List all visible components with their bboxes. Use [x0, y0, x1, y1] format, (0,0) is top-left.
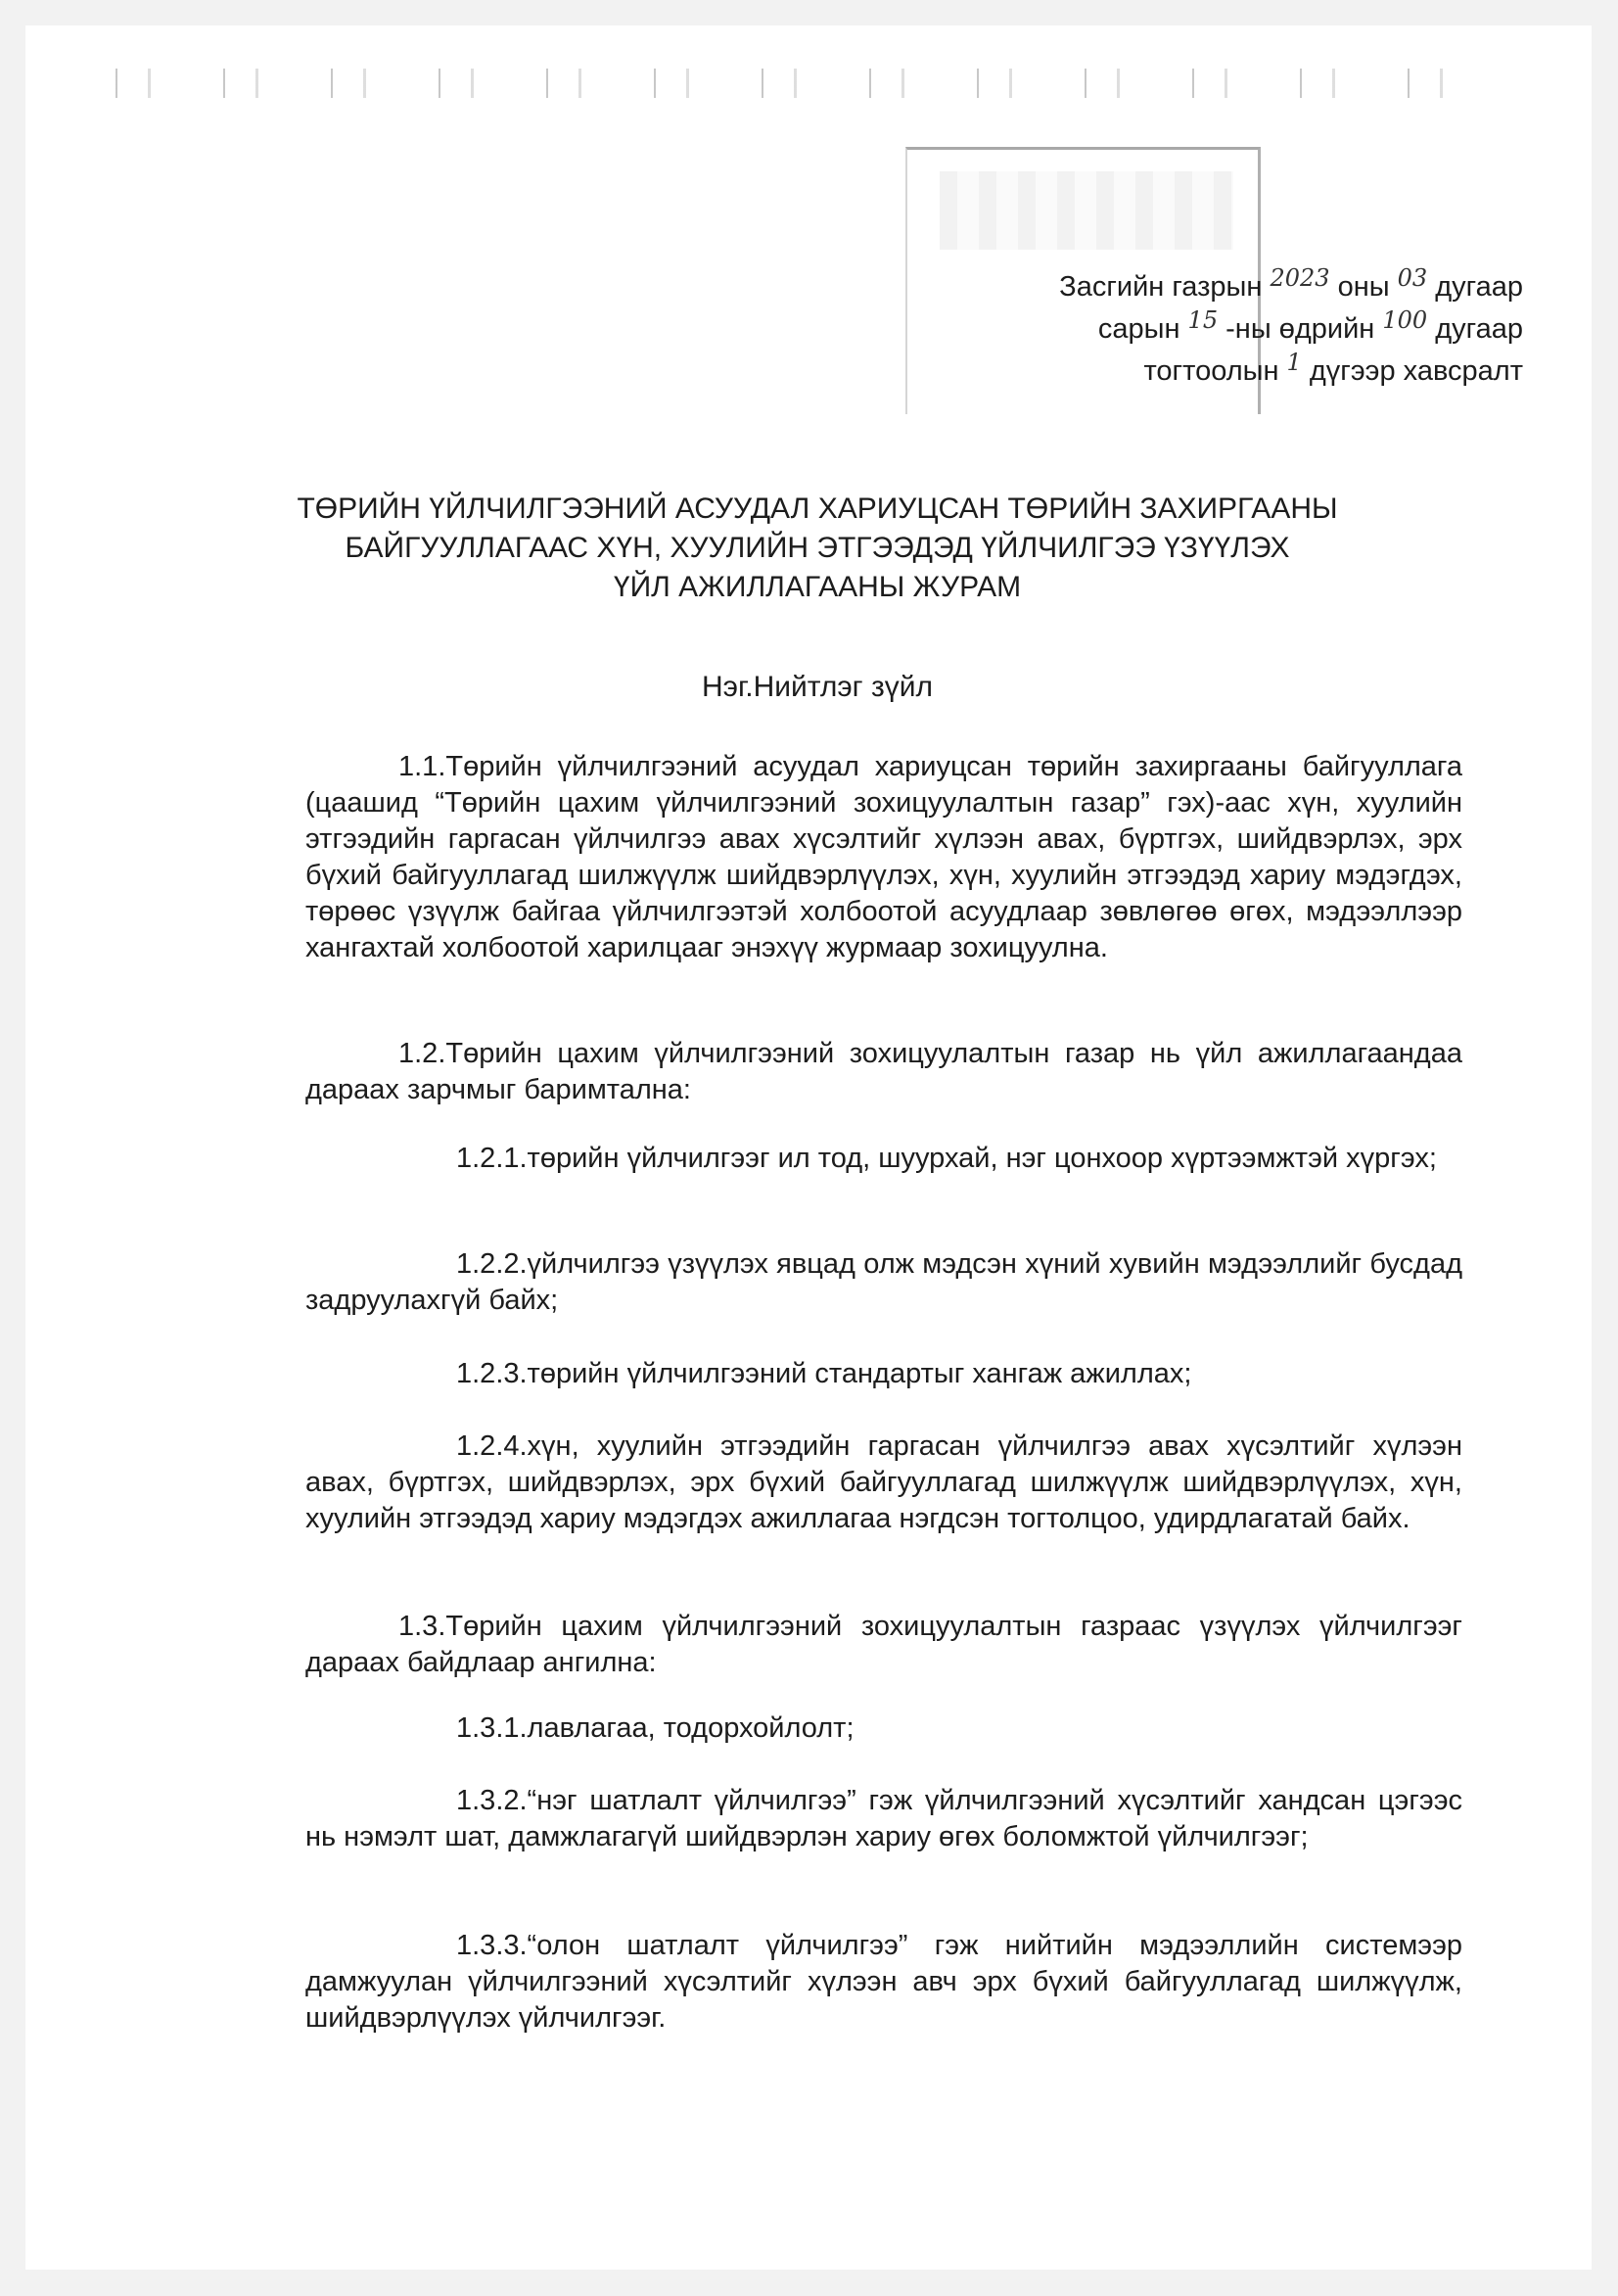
- handwritten-year: 2023: [1270, 264, 1330, 292]
- annex-line-3: [1059, 351, 1523, 393]
- annex-text: дугаар: [1427, 313, 1523, 345]
- document-title: [196, 490, 1439, 607]
- title-line-3: ҮЙЛ АЖИЛЛАГААНЫ ЖУРАМ: [613, 571, 1022, 603]
- section-heading: Нэг.Нийтлэг зүйл: [702, 671, 933, 703]
- annex-reference: [1059, 266, 1523, 393]
- paragraph-1-2-4: 1.2.4.хүн, хуулийн этгээдийн гаргасан үйлчилгээ авах хүсэлтийг хүлээн авах, бүртгэх, шийдвэрлэх, эрх бүхий байгууллагад шилжүүлж шийдвэрлүүлэх, хүн, хуулийн этгээдэд хариу мэдэгдэх ажиллагаа нэгдсэн тогтолцоо, удирдлагатай байх.: [305, 1430, 1462, 1534]
- annex-text: дугаар: [1427, 271, 1523, 303]
- paragraph-1-2-2: 1.2.2.үйлчилгээ үзүүлэх явцад олж мэдсэн хүний хувийн мэдээллийг бусдад задруулахгүй байх;: [305, 1248, 1462, 1316]
- annex-text: дүгээр хавсралт: [1301, 355, 1523, 387]
- paragraph-1-3-1: 1.3.1.лавлагаа, тодорхойлолт;: [456, 1712, 855, 1744]
- paragraph-1-2: 1.2.Төрийн цахим үйлчилгээний зохицуулалтын газар нь үйл ажиллагаандаа дараах зарчмыг баримтална:: [305, 1038, 1462, 1105]
- annex-text: Засгийн газрын: [1059, 271, 1271, 303]
- title-line-2: БАЙГУУЛЛАГААС ХҮН, ХУУЛИЙН ЭТГЭЭДЭД ҮЙЛЧИЛГЭЭ ҮЗҮҮЛЭХ: [345, 532, 1290, 564]
- annex-line-2: [1059, 308, 1523, 351]
- annex-line-1: [1059, 266, 1523, 308]
- annex-text: сарын: [1097, 313, 1188, 345]
- paragraph-1-3-3: 1.3.3.“олон шатлалт үйлчилгээ” гэж нийтийн мэдээллийн системээр дамжуулан үйлчилгээний хүсэлтийг хүлээн авч эрх бүхий байгууллагад шилжүүлж, шийдвэрлүүлэх үйлчилгээг.: [305, 1930, 1462, 2034]
- scan-artifact-strip: [78, 69, 1488, 98]
- paragraph-1-1: 1.1.Төрийн үйлчилгээний асуудал хариуцсан төрийн захиргааны байгууллага (цаашид “Төрийн цахим үйлчилгээний зохицуулалтын газар” гэх)-аас хүн, хуулийн этгээдийн гаргасан үйлчилгээ авах хүсэлтийг хүлээн авах, бүртгэх, шийдвэрлэх, эрх бүхий байгууллагад шилжүүлж шийдвэрлүүлэх, хүн, хуулийн этгээдэд хариу мэдэгдэх, төрөөс үзүүлж байгаа үйлчилгээтэй холбоотой асуудлаар зөвлөгөө өгөх, мэдээллээр хангахтай холбоотой харилцааг энэхүү журмаар зохицуулна.: [305, 751, 1462, 963]
- handwritten-month: 03: [1397, 264, 1428, 292]
- annex-text: -ны өдрийн: [1218, 313, 1383, 345]
- handwritten-resolution-number: 100: [1382, 306, 1428, 334]
- annex-text: тогтоолын: [1143, 355, 1287, 387]
- handwritten-annex-number: 1: [1286, 349, 1302, 376]
- paragraph-1-3-2: 1.3.2.“нэг шатлалт үйлчилгээ” гэж үйлчилгээний хүсэлтийг хандсан цэгээс нь нэмэлт шат, дамжлагагүй шийдвэрлэн хариу өгөх боломжтой үйлчилгээг;: [305, 1785, 1462, 1852]
- paragraph-1-2-3: 1.2.3.төрийн үйлчилгээний стандартыг хангаж ажиллах;: [456, 1358, 1192, 1389]
- annex-text: оны: [1329, 271, 1398, 303]
- title-line-1: ТӨРИЙН ҮЙЛЧИЛГЭЭНИЙ АСУУДАЛ ХАРИУЦСАН ТӨРИЙН ЗАХИРГААНЫ: [297, 492, 1338, 525]
- paragraph-1-3: 1.3.Төрийн цахим үйлчилгээний зохицуулалтын газраас үзүүлэх үйлчилгээг дараах байдлаар ангилна:: [305, 1611, 1462, 1678]
- faded-stamp: [940, 171, 1233, 250]
- paragraph-1-2-1: 1.2.1.төрийн үйлчилгээг ил тод, шуурхай, нэг цонхоор хүртээмжтэй хүргэх;: [456, 1143, 1437, 1174]
- handwritten-day: 15: [1187, 306, 1219, 334]
